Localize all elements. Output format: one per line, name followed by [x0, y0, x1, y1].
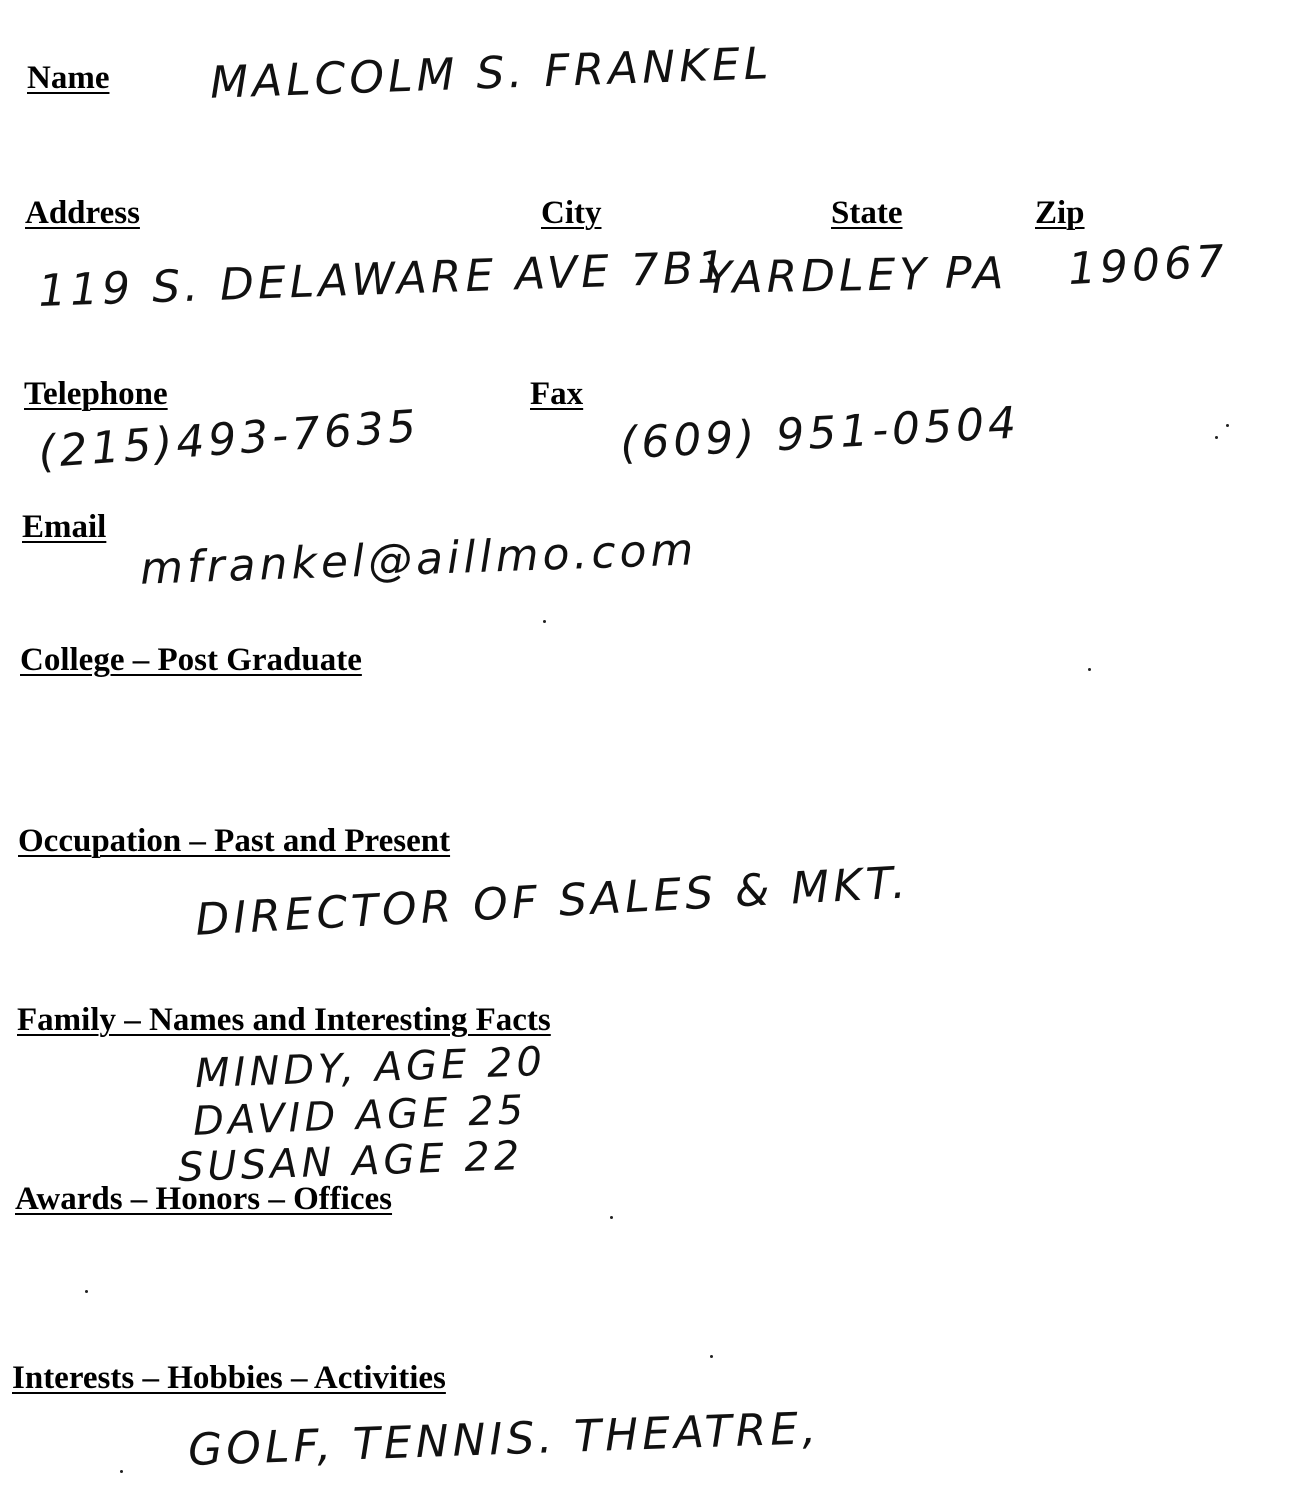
name-label: Name: [27, 60, 110, 96]
scan-speck: [610, 1216, 613, 1219]
scan-speck: [1215, 436, 1218, 439]
interests-value: GOLF, TENNIS. THEATRE,: [187, 1402, 821, 1477]
family-value-3: SUSAN AGE 22: [177, 1132, 525, 1192]
scan-speck: [120, 1470, 123, 1473]
city-label: City: [541, 195, 602, 231]
fax-label: Fax: [530, 376, 584, 412]
email-value: mfrankel@aillmo.com: [139, 524, 699, 595]
family-value-2: DAVID AGE 25: [192, 1087, 528, 1145]
family-value-1: MINDY, AGE 20: [194, 1038, 547, 1098]
email-label: Email: [22, 509, 107, 545]
scan-speck: [1088, 668, 1091, 671]
family-label: Family – Names and Interesting Facts: [17, 1002, 551, 1038]
occupation-value: DIRECTOR OF SALES & MKT.: [194, 857, 911, 946]
interests-label: Interests – Hobbies – Activities: [12, 1360, 446, 1396]
city-value: YARDLEY: [704, 249, 931, 304]
fax-value: (609) 951-0504: [618, 397, 1022, 470]
state-label: State: [831, 195, 903, 231]
address-label: Address: [25, 195, 140, 231]
zip-label: Zip: [1035, 195, 1085, 231]
scan-speck: [710, 1355, 713, 1358]
zip-value: 19067: [1066, 235, 1230, 296]
telephone-value: (215)493-7635: [36, 400, 422, 479]
occupation-label: Occupation – Past and Present: [18, 823, 451, 859]
address-value: 119 S. DELAWARE AVE 7B1: [37, 241, 730, 318]
state-value: PA: [945, 248, 1008, 299]
telephone-label: Telephone: [24, 376, 168, 412]
awards-label: Awards – Honors – Offices: [15, 1181, 393, 1217]
scan-speck: [85, 1290, 88, 1293]
scan-speck: [543, 620, 546, 623]
scan-speck: [1226, 424, 1229, 427]
college-label: College – Post Graduate: [20, 642, 362, 678]
name-value: MALCOLM S. FRANKEL: [209, 38, 774, 109]
